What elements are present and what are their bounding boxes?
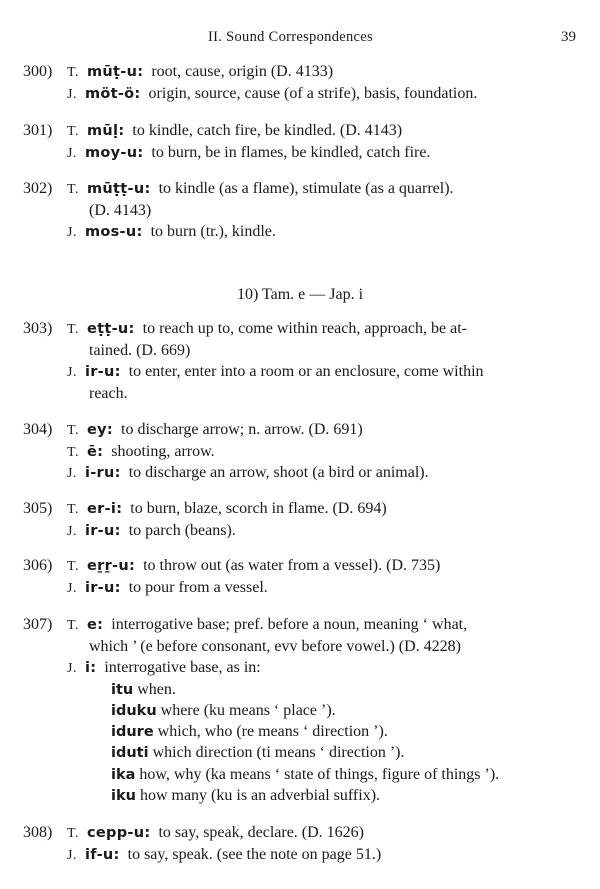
subentry-text: when.	[137, 681, 176, 698]
headword: er-i:	[87, 501, 123, 517]
subentry	[111, 679, 176, 701]
japanese-line	[67, 361, 484, 383]
headword: ir-u:	[84, 364, 121, 380]
gloss: to say, speak, declare. (D. 1626)	[158, 824, 365, 841]
lang-tag: J.	[67, 524, 77, 539]
lang-tag: T.	[67, 618, 80, 633]
entry-number: 300)	[23, 63, 53, 80]
japanese-line	[67, 844, 381, 866]
lang-tag: T.	[67, 826, 80, 841]
lang-tag: T.	[67, 182, 80, 197]
gloss: to discharge an arrow, shoot (a bird or animal).	[128, 464, 429, 481]
japanese-line	[67, 221, 276, 243]
entry-number: 307)	[23, 616, 53, 633]
lang-tag: J.	[67, 848, 77, 863]
gloss: to discharge arrow; n. arrow. (D. 691)	[121, 421, 363, 438]
japanese-line	[67, 520, 236, 542]
gloss: to pour from a vessel.	[128, 579, 268, 596]
headword: mūṭṭ-u:	[87, 181, 151, 197]
subentry-word: iduti	[111, 745, 149, 761]
subentry	[111, 785, 380, 807]
lang-tag: J.	[67, 146, 77, 161]
subentry	[111, 742, 405, 764]
tamil-line	[67, 822, 364, 844]
entry-number: 304)	[23, 421, 53, 438]
entry-number: 305)	[23, 500, 53, 517]
gloss: to parch (beans).	[128, 522, 236, 539]
tamil-line	[67, 498, 387, 520]
lang-tag: T.	[67, 65, 80, 80]
japanese-line	[67, 577, 268, 599]
headword: cepp-u:	[87, 825, 151, 841]
subentry	[111, 721, 388, 743]
subentry-text: which, who (re means ‘ direction ’).	[157, 723, 388, 740]
gloss-continuation: which ’ (e before consonant, evv before vowel.) (D. 4228)	[89, 638, 462, 655]
headword: ē:	[87, 444, 104, 460]
lang-tag: T.	[67, 445, 80, 460]
gloss: interrogative base, as in:	[104, 659, 261, 676]
headword: mūḷ:	[87, 123, 125, 139]
gloss: to burn, blaze, scorch in flame. (D. 694)	[130, 500, 387, 517]
tamil-line	[67, 614, 467, 636]
headword: möt-ö:	[84, 86, 141, 102]
gloss: interrogative base; pref. before a noun, meaning ‘ what,	[111, 616, 468, 633]
lang-tag: J.	[67, 87, 77, 102]
lang-tag: T.	[67, 502, 80, 517]
tamil-line	[67, 178, 454, 200]
gloss: to burn (tr.), kindle.	[150, 223, 276, 240]
subentry-word: ika	[111, 767, 136, 783]
entry-number: 301)	[23, 122, 53, 139]
subentry-text: how many (ku is an adverbial suffix).	[139, 787, 381, 804]
lang-tag: T.	[67, 423, 80, 438]
tamil-line	[67, 61, 333, 83]
entry-number: 302)	[23, 180, 53, 197]
running-head: II. Sound Correspondences	[208, 29, 373, 45]
gloss: origin, source, cause (of a strife), basis, foundation.	[148, 85, 478, 102]
headword: eṟṟ-u:	[87, 558, 136, 574]
headword: i-ru:	[84, 465, 121, 481]
gloss: to enter, enter into a room or an enclosure, come within	[128, 363, 484, 380]
lang-tag: J.	[67, 466, 77, 481]
lang-tag: T.	[67, 124, 80, 139]
subentry-text: how, why (ka means ‘ state of things, figure of things ’).	[139, 766, 500, 783]
lang-tag: J.	[67, 581, 77, 596]
gloss: root, cause, origin (D. 4133)	[151, 63, 334, 80]
headword: ir-u:	[84, 523, 121, 539]
section-title: 10) Tam. e — Jap. i	[236, 286, 364, 303]
lang-tag: J.	[67, 225, 77, 240]
tamil-line	[67, 555, 440, 577]
subentry-text: which direction (ti means ‘ direction ’).	[152, 744, 405, 761]
page-header	[0, 27, 600, 49]
headword: moy-u:	[84, 145, 144, 161]
subentry-text: where (ku means ‘ place ’).	[160, 702, 336, 719]
headword: ey:	[87, 422, 114, 438]
headword: i:	[84, 660, 97, 676]
gloss: to throw out (as water from a vessel). (D. 735)	[143, 557, 441, 574]
headword: ir-u:	[84, 580, 121, 596]
subentry-word: itu	[111, 682, 134, 698]
gloss-continuation: tained. (D. 669)	[89, 342, 191, 359]
gloss: to kindle (as a flame), stimulate (as a quarrel).	[158, 180, 454, 197]
headword: eṭṭ-u:	[87, 321, 135, 337]
subentry-word: iduku	[111, 703, 157, 719]
subentry-word: idure	[111, 724, 154, 740]
tamil-line	[67, 120, 402, 142]
gloss: to say, speak. (see the note on page 51.)	[127, 846, 382, 863]
entry-number: 308)	[23, 824, 53, 841]
lang-tag: J.	[67, 365, 77, 380]
gloss: to burn, be in flames, be kindled, catch fire.	[151, 144, 431, 161]
subentry-word: iku	[111, 788, 136, 804]
lang-tag: T.	[67, 322, 80, 337]
gloss-continuation: reach.	[89, 385, 128, 402]
page-number: 39	[561, 29, 576, 45]
headword: mos-u:	[84, 224, 143, 240]
gloss-continuation: (D. 4143)	[89, 202, 152, 219]
tamil-line	[67, 318, 467, 340]
japanese-line	[67, 462, 429, 484]
headword: mūṭ-u:	[87, 64, 144, 80]
headword: if-u:	[84, 847, 120, 863]
gloss: to reach up to, come within reach, approach, be at-	[142, 320, 467, 337]
lang-tag: T.	[67, 559, 80, 574]
subentry	[111, 764, 499, 786]
japanese-line	[67, 657, 261, 679]
tamil-line	[67, 419, 363, 441]
entry-number: 303)	[23, 320, 53, 337]
entry-number: 306)	[23, 557, 53, 574]
subentry	[111, 700, 336, 722]
gloss: shooting, arrow.	[111, 443, 215, 460]
japanese-line	[67, 142, 430, 164]
headword: e:	[87, 617, 104, 633]
gloss: to kindle, catch fire, be kindled. (D. 4143)	[132, 122, 403, 139]
japanese-line	[67, 83, 477, 105]
tamil-variant-line	[67, 441, 215, 463]
lang-tag: J.	[67, 661, 77, 676]
